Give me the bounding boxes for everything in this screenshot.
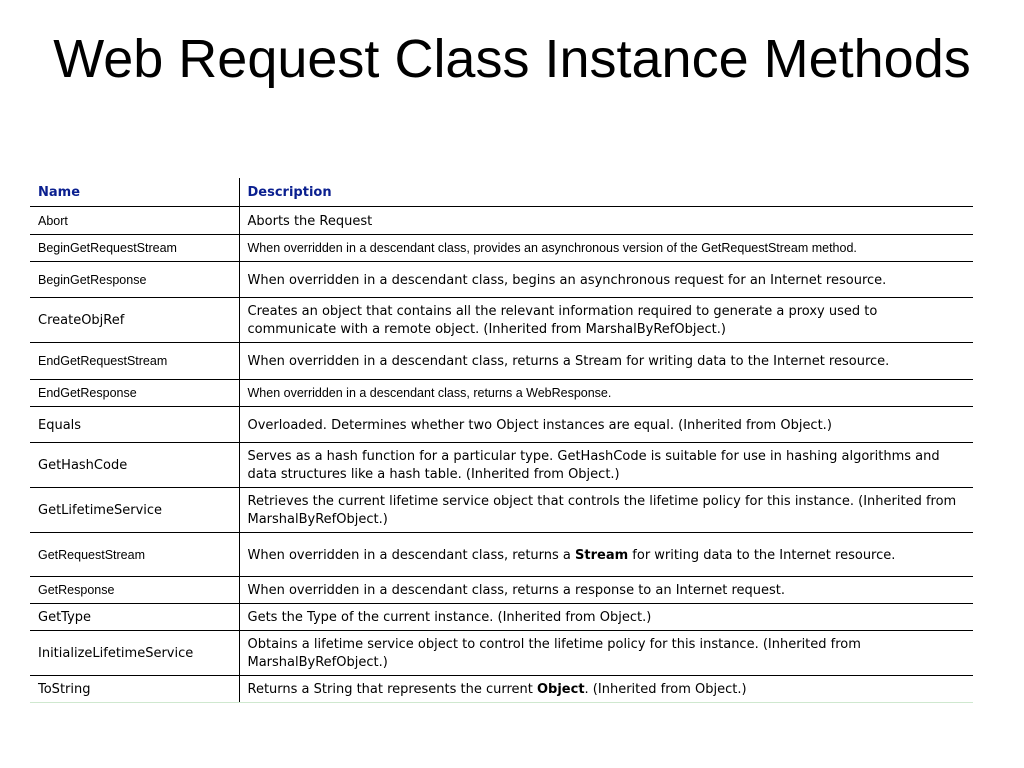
method-name: BeginGetRequestStream	[38, 241, 177, 255]
slide-title: Web Request Class Instance Methods	[53, 29, 971, 89]
method-name-cell	[30, 604, 239, 631]
table-row	[30, 577, 973, 604]
table-row	[30, 343, 973, 380]
method-name-cell	[30, 407, 239, 443]
method-description-cell	[239, 631, 973, 676]
method-description: When overridden in a descendant class, returns a response to an Internet request.	[247, 583, 786, 598]
method-name-cell	[30, 343, 239, 380]
method-name: GetResponse	[38, 583, 115, 597]
method-name-cell	[30, 262, 239, 298]
method-name-cell	[30, 207, 239, 235]
method-description-cell	[239, 207, 973, 235]
table-row	[30, 262, 973, 298]
table-row	[30, 488, 973, 533]
method-description: Obtains a lifetime service object to control the lifetime policy for this instance. (Inherited from MarshalByRefObject.)	[247, 637, 861, 670]
method-description-cell	[239, 488, 973, 533]
method-description	[248, 548, 896, 563]
description-text: Returns a String that represents the current	[247, 682, 537, 697]
method-name-cell	[30, 631, 239, 676]
methods-table	[30, 178, 973, 703]
method-name: CreateObjRef	[38, 313, 125, 328]
method-name-cell	[30, 298, 239, 343]
table-row	[30, 604, 973, 631]
method-description: When overridden in a descendant class, returns a WebResponse.	[247, 386, 612, 400]
method-name: InitializeLifetimeService	[38, 646, 194, 661]
column-header-description: Description	[239, 178, 973, 207]
method-description-cell	[239, 604, 973, 631]
method-description: Creates an object that contains all the relevant information required to generate a proxy used to communicate with a remote object. (Inherited from MarshalByRefObject.)	[247, 304, 878, 337]
description-text: for writing data to the Internet resource.	[628, 547, 896, 563]
table-row	[30, 207, 973, 235]
method-name-cell	[30, 488, 239, 533]
table-row	[30, 443, 973, 488]
method-name: EndGetResponse	[38, 386, 137, 400]
method-description-cell	[239, 343, 973, 380]
method-description: Aborts the Request	[247, 213, 373, 229]
table-row	[30, 631, 973, 676]
method-description-cell	[239, 262, 973, 298]
table-row	[30, 407, 973, 443]
method-description-cell	[239, 533, 973, 577]
table-row	[30, 533, 973, 577]
method-description-cell	[239, 577, 973, 604]
method-description: Gets the Type of the current instance. (Inherited from Object.)	[247, 610, 652, 625]
method-name: ToString	[38, 682, 91, 697]
method-description: When overridden in a descendant class, provides an asynchronous version of the GetRequestStream method.	[247, 241, 857, 255]
method-description-cell	[239, 676, 973, 703]
table-row	[30, 380, 973, 407]
method-description: When overridden in a descendant class, returns a Stream for writing data to the Internet resource.	[247, 354, 890, 369]
method-name: GetType	[38, 610, 92, 625]
method-name: Equals	[38, 417, 82, 433]
column-header-name: Name	[30, 178, 239, 207]
method-description: Serves as a hash function for a particular type. GetHashCode is suitable for use in hashing algorithms and data structures like a hash table. (Inherited from Object.)	[247, 449, 940, 482]
method-name: GetLifetimeService	[38, 503, 163, 518]
method-name: GetRequestStream	[38, 547, 145, 562]
method-description-cell	[239, 380, 973, 407]
description-bold-term: Stream	[575, 547, 629, 563]
method-description: Retrieves the current lifetime service object that controls the lifetime policy for this instance. (Inherited from MarshalByRefObject.)	[247, 494, 957, 527]
method-name: Abort	[38, 213, 68, 228]
description-text: . (Inherited from Object.)	[584, 682, 747, 697]
description-text: When overridden in a descendant class, returns a	[247, 547, 576, 563]
method-name-cell	[30, 577, 239, 604]
method-name-cell	[30, 533, 239, 577]
method-name: EndGetRequestStream	[38, 354, 168, 368]
method-name-cell	[30, 380, 239, 407]
method-name: GetHashCode	[38, 458, 128, 473]
method-name-cell	[30, 235, 239, 262]
method-name-cell	[30, 443, 239, 488]
method-description: When overridden in a descendant class, begins an asynchronous request for an Internet resource.	[247, 272, 887, 288]
table-row	[30, 298, 973, 343]
method-description-cell	[239, 443, 973, 488]
method-description-cell	[239, 235, 973, 262]
method-description-cell	[239, 407, 973, 443]
method-description	[248, 682, 747, 697]
method-name: BeginGetResponse	[38, 272, 147, 287]
table-row	[30, 676, 973, 703]
table-row	[30, 235, 973, 262]
description-bold-term: Object	[536, 682, 585, 697]
method-name-cell	[30, 676, 239, 703]
method-description-cell	[239, 298, 973, 343]
method-description: Overloaded. Determines whether two Object instances are equal. (Inherited from Object.)	[247, 417, 832, 433]
table-header-row	[30, 178, 973, 207]
